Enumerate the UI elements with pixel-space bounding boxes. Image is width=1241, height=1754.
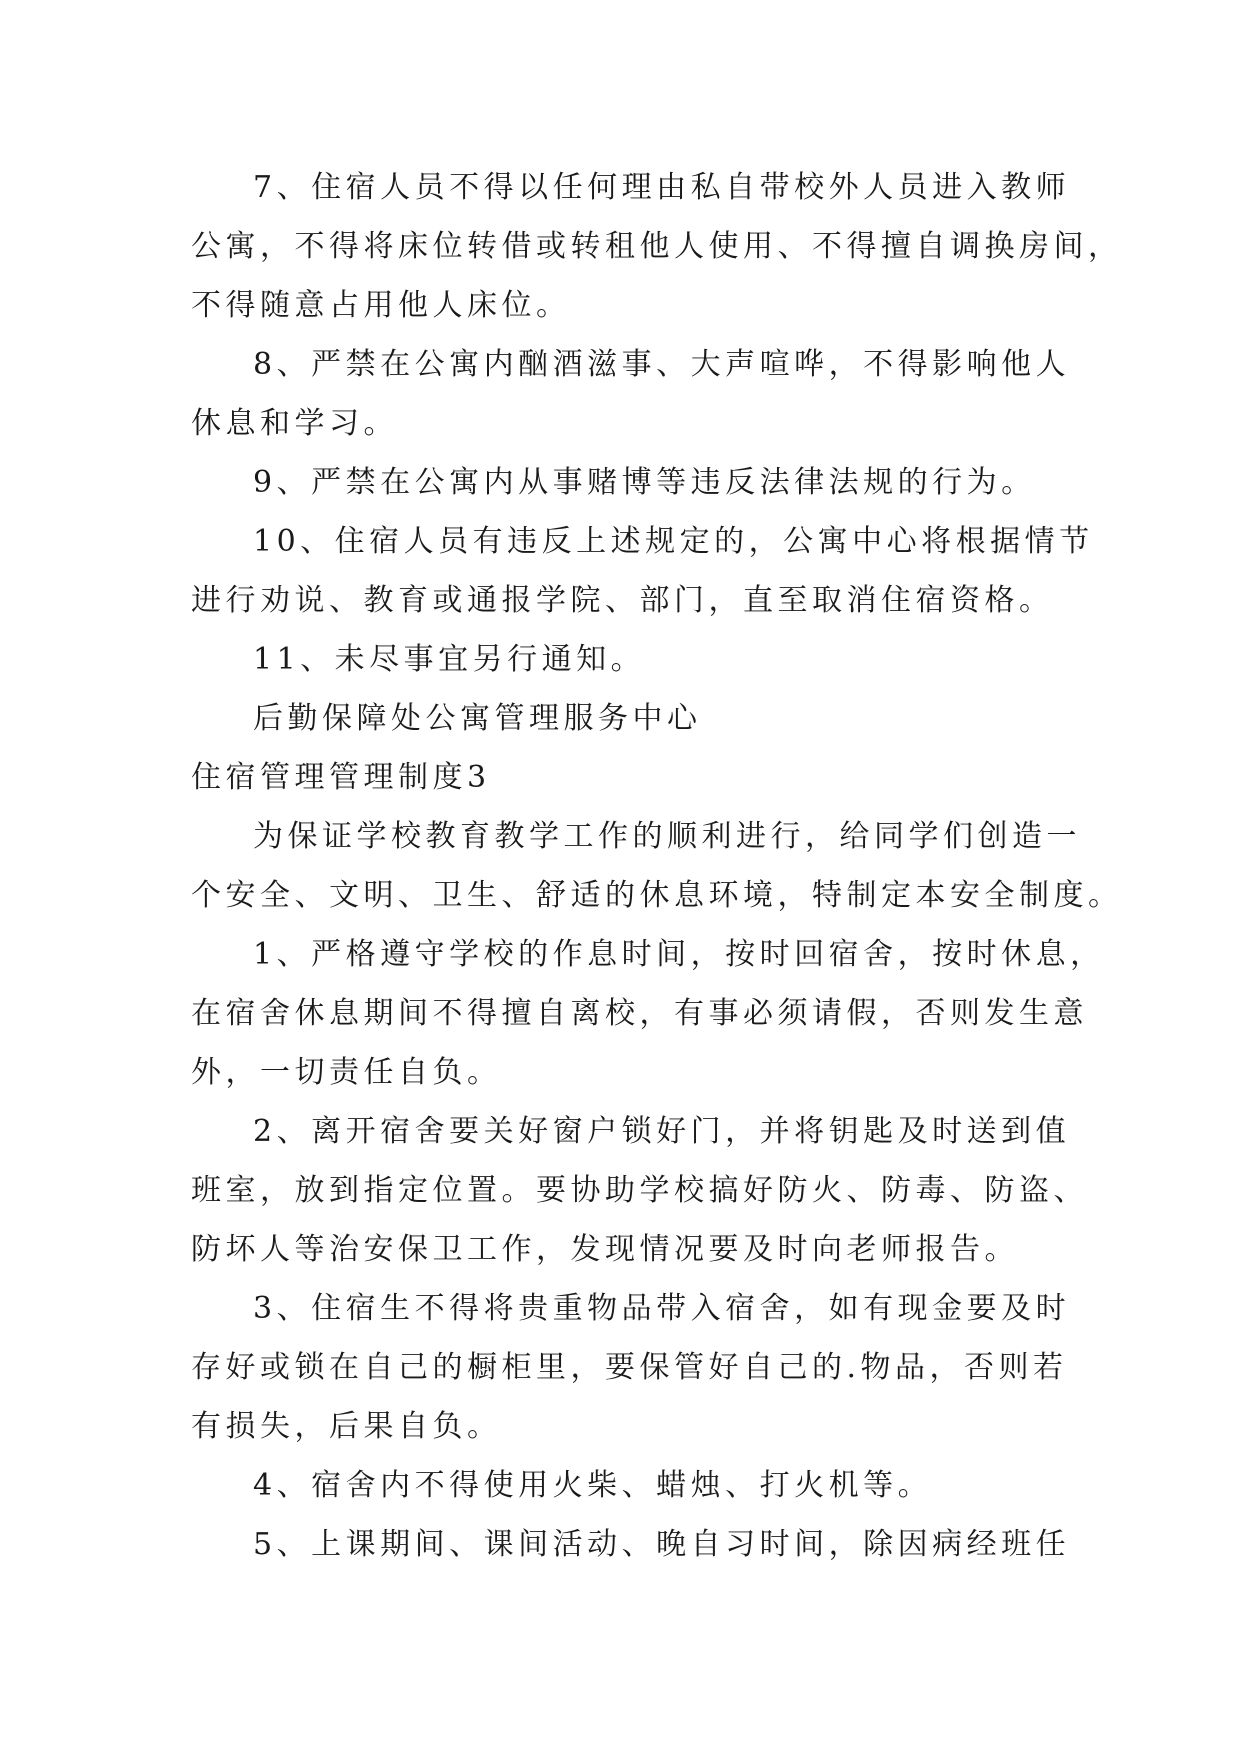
paragraph-line: 4、宿舍内不得使用火柴、蜡烛、打火机等。 — [253, 1468, 933, 1503]
paragraph-line: 外，一切责任自负。 — [191, 1055, 502, 1090]
section-heading: 住宿管理管理制度3 — [191, 760, 491, 795]
signature-line: 后勤保障处公寓管理服务中心 — [253, 701, 702, 736]
paragraph-line: 在宿舍休息期间不得擅自离校，有事必须请假，否则发生意 — [191, 996, 1088, 1031]
paragraph-line: 进行劝说、教育或通报学院、部门，直至取消住宿资格。 — [191, 583, 1054, 618]
paragraph-line: 为保证学校教育教学工作的顺利进行，给同学们创造一 — [253, 819, 1081, 854]
paragraph-line: 存好或锁在自己的橱柜里，要保管好自己的.物品，否则若 — [191, 1350, 1068, 1385]
paragraph-line: 不得随意占用他人床位。 — [191, 288, 571, 323]
paragraph-line: 11、未尽事宜另行通知。 — [253, 642, 646, 677]
paragraph-line: 1、严格遵守学校的作息时间，按时回宿舍，按时休息， — [253, 937, 1105, 972]
paragraph-line: 5、上课期间、课间活动、晚自习时间，除因病经班任 — [253, 1527, 1071, 1562]
paragraph-line: 有损失，后果自负。 — [191, 1409, 502, 1444]
paragraph-line: 公寓，不得将床位转借或转租他人使用、不得擅自调换房间， — [191, 229, 1123, 264]
paragraph-line: 2、离开宿舍要关好窗户锁好门，并将钥匙及时送到值 — [253, 1114, 1071, 1149]
paragraph-line: 防坏人等治安保卫工作，发现情况要及时向老师报告。 — [191, 1232, 1019, 1267]
paragraph-line: 休息和学习。 — [191, 406, 398, 441]
paragraph-line: 3、住宿生不得将贵重物品带入宿舍，如有现金要及时 — [253, 1291, 1071, 1326]
paragraph-line: 8、严禁在公寓内酗酒滋事、大声喧哗，不得影响他人 — [253, 347, 1071, 382]
paragraph-line: 10、住宿人员有违反上述规定的，公寓中心将根据情节 — [253, 524, 1094, 559]
paragraph-line: 个安全、文明、卫生、舒适的休息环境，特制定本安全制度。 — [191, 878, 1123, 913]
document-body — [191, 158, 1123, 1574]
paragraph-line: 7、住宿人员不得以任何理由私自带校外人员进入教师 — [253, 170, 1071, 205]
paragraph-line: 班室，放到指定位置。要协助学校搞好防火、防毒、防盗、 — [191, 1173, 1088, 1208]
paragraph-line: 9、严禁在公寓内从事赌博等违反法律法规的行为。 — [253, 465, 1036, 500]
